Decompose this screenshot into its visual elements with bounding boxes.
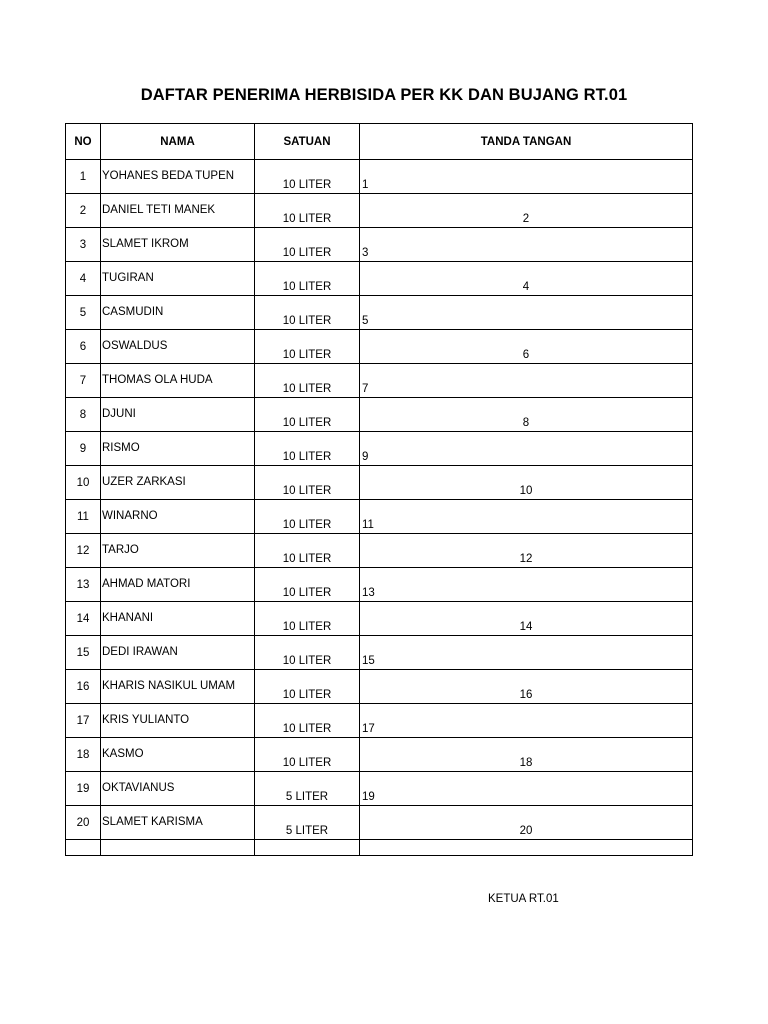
table-row — [66, 568, 693, 602]
row-number: 2 — [66, 194, 101, 228]
table-row — [66, 636, 693, 670]
table-row — [66, 330, 693, 364]
recipient-name: CASMUDIN — [101, 296, 255, 330]
table-row — [66, 194, 693, 228]
signature-cell: 17 — [360, 704, 693, 738]
table-row — [66, 160, 693, 194]
recipient-name: WINARNO — [101, 500, 255, 534]
table-row — [66, 806, 693, 840]
row-number: 18 — [66, 738, 101, 772]
row-number: 12 — [66, 534, 101, 568]
recipient-quantity: 10 LITER — [255, 636, 360, 670]
recipient-quantity: 10 LITER — [255, 500, 360, 534]
signature-cell: 10 — [360, 466, 693, 500]
signature-cell: 19 — [360, 772, 693, 806]
recipient-name: THOMAS OLA HUDA — [101, 364, 255, 398]
recipient-quantity: 10 LITER — [255, 228, 360, 262]
table-row — [66, 432, 693, 466]
recipient-name: KHANANI — [101, 602, 255, 636]
row-number: 11 — [66, 500, 101, 534]
row-number: 20 — [66, 806, 101, 840]
header-tanda-tangan: TANDA TANGAN — [360, 124, 693, 160]
signature-cell: 12 — [360, 534, 693, 568]
signature-cell: 1 — [360, 160, 693, 194]
signer-label: KETUA RT.01 — [488, 893, 559, 905]
recipient-quantity: 10 LITER — [255, 364, 360, 398]
header-no: NO — [66, 124, 101, 160]
table-row — [66, 602, 693, 636]
recipient-name: RISMO — [101, 432, 255, 466]
recipient-quantity: 10 LITER — [255, 262, 360, 296]
table-body — [66, 160, 693, 856]
recipient-quantity: 5 LITER — [255, 806, 360, 840]
row-number: 10 — [66, 466, 101, 500]
signature-cell: 20 — [360, 806, 693, 840]
table-row — [66, 772, 693, 806]
recipient-quantity: 10 LITER — [255, 330, 360, 364]
table-row — [66, 398, 693, 432]
signature-cell: 5 — [360, 296, 693, 330]
table-row — [66, 262, 693, 296]
row-number: 4 — [66, 262, 101, 296]
recipient-name: TARJO — [101, 534, 255, 568]
recipient-name: UZER ZARKASI — [101, 466, 255, 500]
signature-cell: 16 — [360, 670, 693, 704]
row-number: 1 — [66, 160, 101, 194]
signature-cell: 18 — [360, 738, 693, 772]
row-number: 17 — [66, 704, 101, 738]
row-number: 5 — [66, 296, 101, 330]
signature-cell: 14 — [360, 602, 693, 636]
recipient-quantity: 10 LITER — [255, 568, 360, 602]
recipient-name: SLAMET IKROM — [101, 228, 255, 262]
recipient-quantity: 10 LITER — [255, 160, 360, 194]
table-row — [66, 466, 693, 500]
recipient-name: DANIEL TETI MANEK — [101, 194, 255, 228]
recipient-name: KHARIS NASIKUL UMAM — [101, 670, 255, 704]
recipient-quantity: 10 LITER — [255, 432, 360, 466]
signature-cell: 6 — [360, 330, 693, 364]
recipient-quantity: 10 LITER — [255, 398, 360, 432]
row-number: 3 — [66, 228, 101, 262]
signature-cell: 15 — [360, 636, 693, 670]
recipient-quantity: 10 LITER — [255, 534, 360, 568]
recipient-quantity: 10 LITER — [255, 738, 360, 772]
header-nama: NAMA — [101, 124, 255, 160]
recipient-name: OKTAVIANUS — [101, 772, 255, 806]
recipient-name: DJUNI — [101, 398, 255, 432]
table-row — [66, 228, 693, 262]
document-title: DAFTAR PENERIMA HERBISIDA PER KK DAN BUJANG RT.01 — [140, 86, 628, 104]
signature-cell: 9 — [360, 432, 693, 466]
table-row — [66, 738, 693, 772]
recipient-name: TUGIRAN — [101, 262, 255, 296]
header-satuan: SATUAN — [255, 124, 360, 160]
empty-cell — [101, 840, 255, 856]
signature-cell: 8 — [360, 398, 693, 432]
row-number: 19 — [66, 772, 101, 806]
table-row-empty — [66, 840, 693, 856]
recipient-quantity: 10 LITER — [255, 602, 360, 636]
signature-cell: 4 — [360, 262, 693, 296]
table-row — [66, 670, 693, 704]
signature-cell: 7 — [360, 364, 693, 398]
signature-cell: 13 — [360, 568, 693, 602]
row-number: 15 — [66, 636, 101, 670]
table-header-row — [66, 124, 693, 160]
table-row — [66, 534, 693, 568]
row-number: 8 — [66, 398, 101, 432]
signature-cell: 3 — [360, 228, 693, 262]
recipient-name: KRIS YULIANTO — [101, 704, 255, 738]
table-row — [66, 704, 693, 738]
empty-cell — [360, 840, 693, 856]
recipient-name: YOHANES BEDA TUPEN — [101, 160, 255, 194]
recipient-name: SLAMET KARISMA — [101, 806, 255, 840]
row-number: 6 — [66, 330, 101, 364]
recipient-name: AHMAD MATORI — [101, 568, 255, 602]
table-row — [66, 364, 693, 398]
recipient-quantity: 10 LITER — [255, 466, 360, 500]
signature-cell: 2 — [360, 194, 693, 228]
recipient-quantity: 10 LITER — [255, 704, 360, 738]
empty-cell — [66, 840, 101, 856]
empty-cell — [255, 840, 360, 856]
row-number: 9 — [66, 432, 101, 466]
recipient-name: KASMO — [101, 738, 255, 772]
recipient-name: OSWALDUS — [101, 330, 255, 364]
recipient-quantity: 5 LITER — [255, 772, 360, 806]
recipient-quantity: 10 LITER — [255, 296, 360, 330]
row-number: 14 — [66, 602, 101, 636]
signature-cell: 11 — [360, 500, 693, 534]
row-number: 13 — [66, 568, 101, 602]
recipient-name: DEDI IRAWAN — [101, 636, 255, 670]
table-row — [66, 296, 693, 330]
table-row — [66, 500, 693, 534]
row-number: 7 — [66, 364, 101, 398]
recipient-quantity: 10 LITER — [255, 670, 360, 704]
recipient-table — [65, 123, 693, 856]
row-number: 16 — [66, 670, 101, 704]
recipient-quantity: 10 LITER — [255, 194, 360, 228]
